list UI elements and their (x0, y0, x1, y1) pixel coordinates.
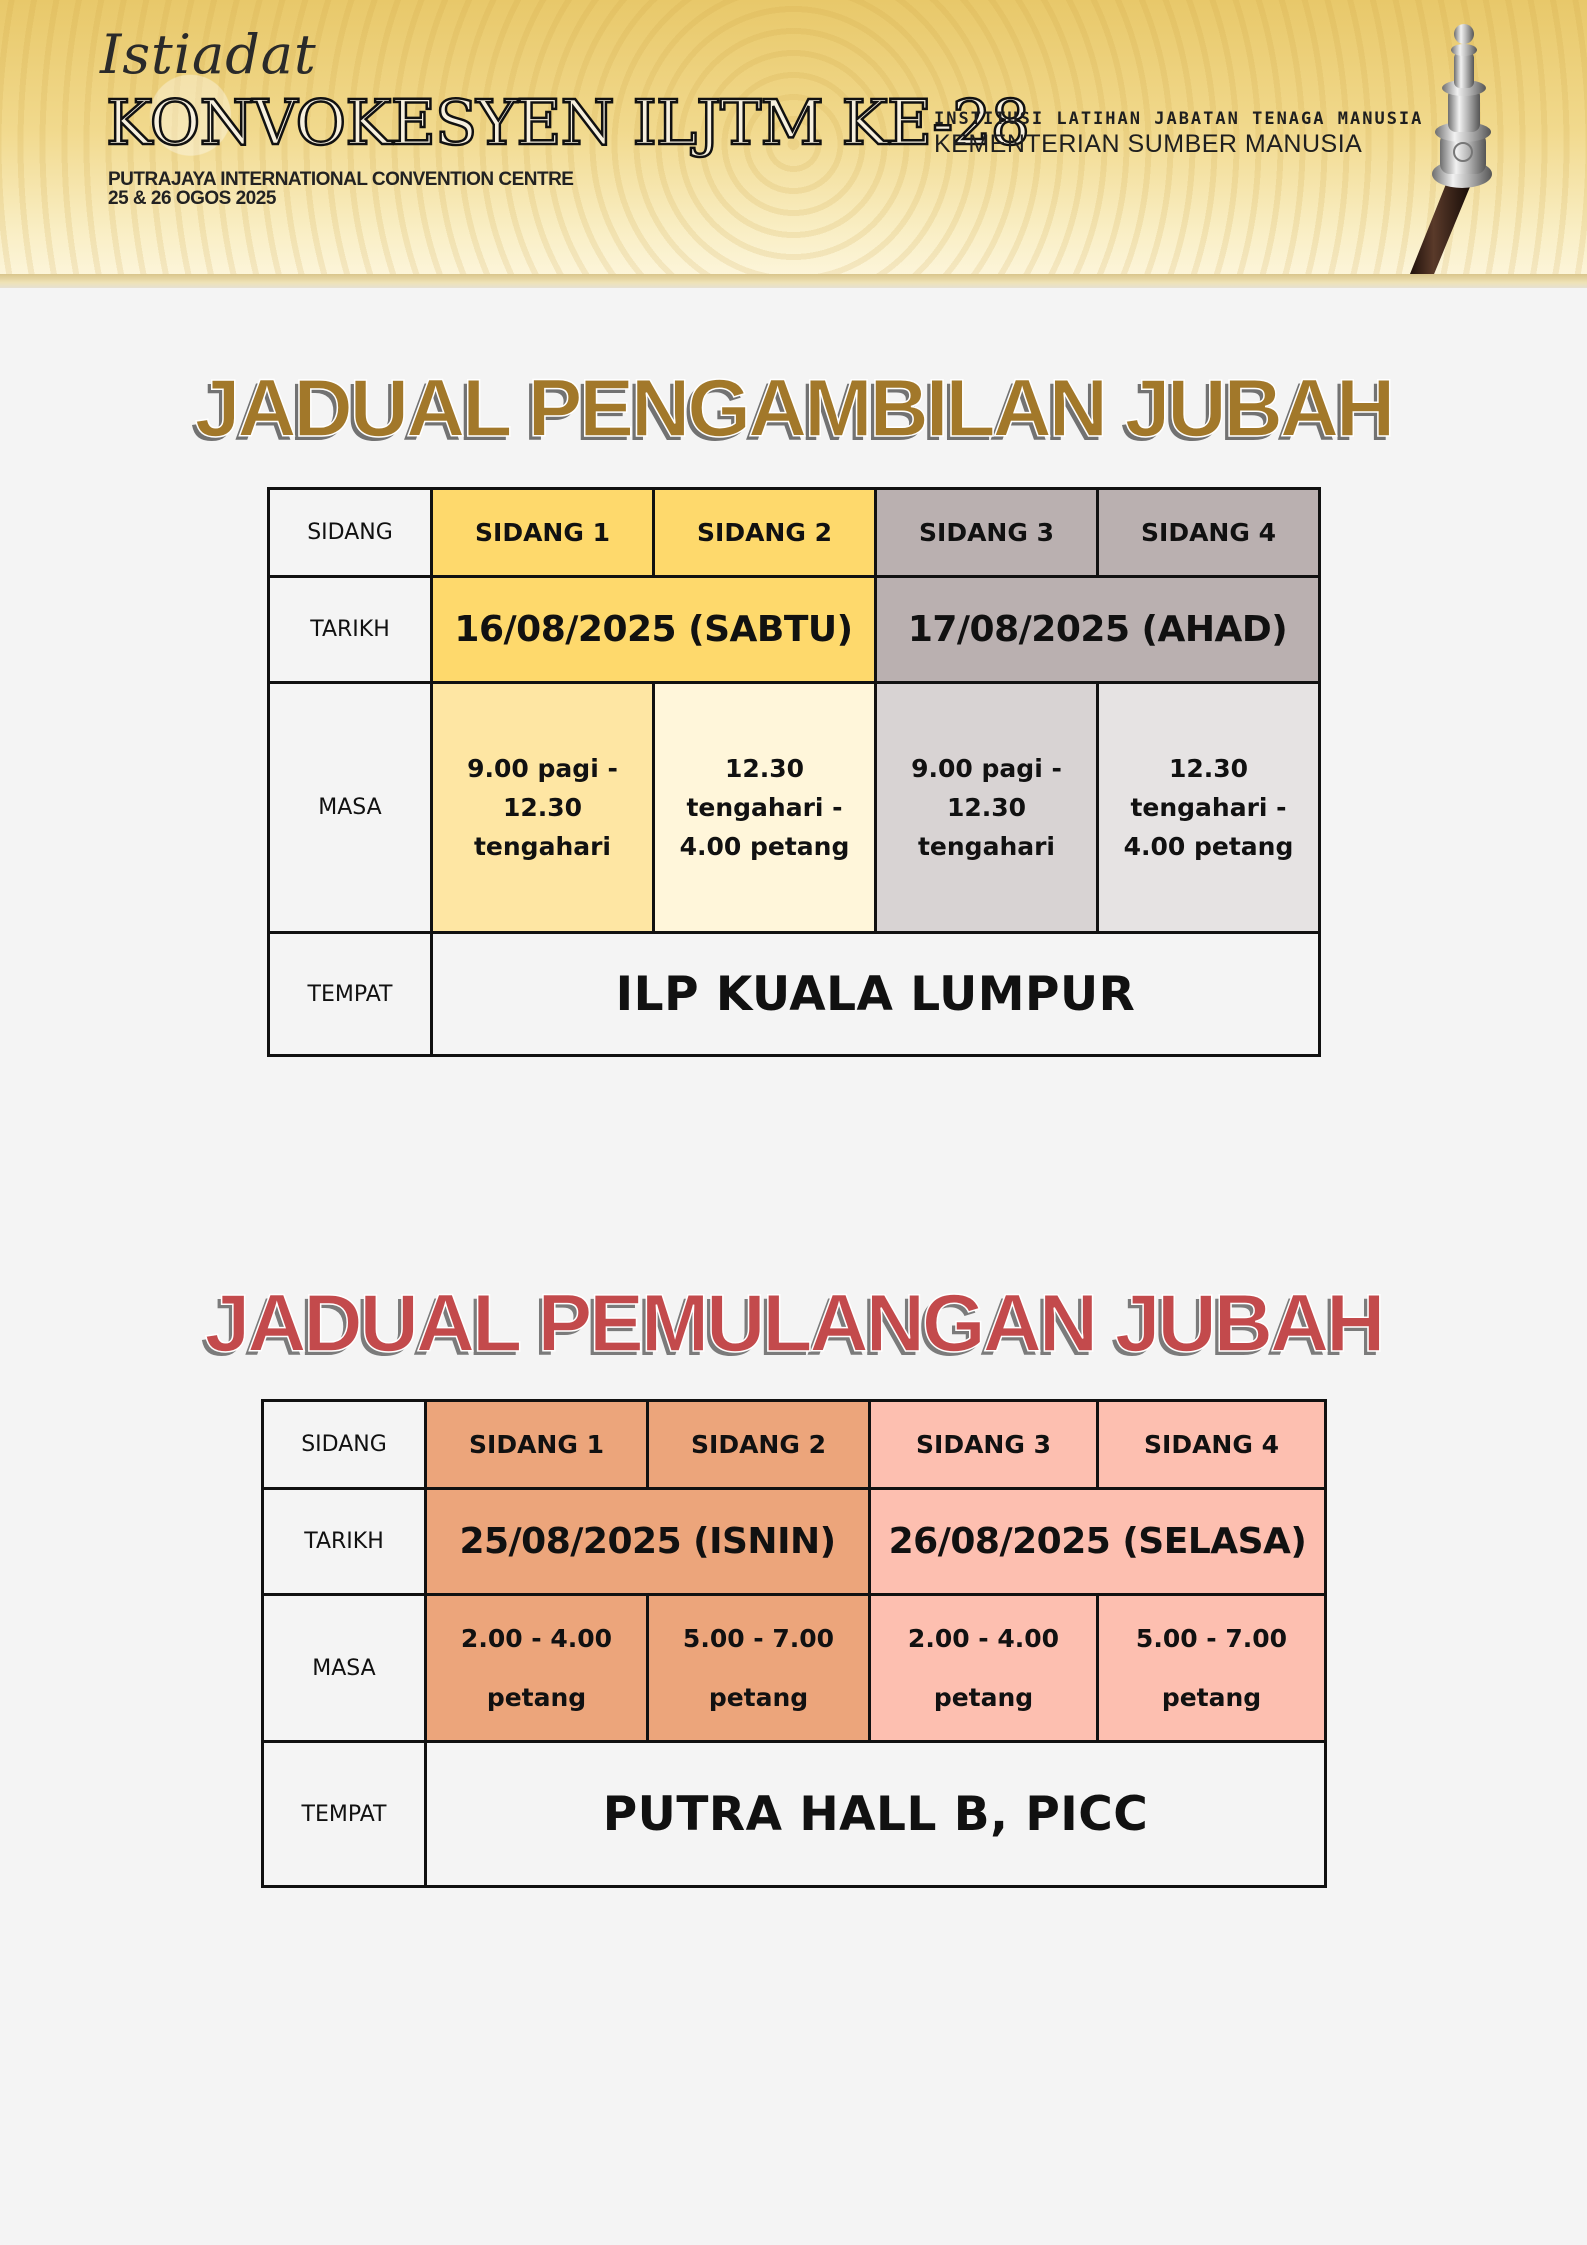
venue-name: PUTRAJAYA INTERNATIONAL CONVENTION CENTRE (108, 169, 574, 190)
time-line: petang (708, 1683, 809, 1712)
time-line: petang (1161, 1683, 1262, 1712)
time-line: 4.00 petang (1123, 832, 1294, 861)
session-1-cell: SIDANG 1 (426, 1401, 648, 1489)
time-line: tengahari (917, 832, 1056, 861)
row-label-session: SIDANG (269, 489, 432, 577)
time-session-3-cell (876, 683, 1098, 933)
table-row (263, 1742, 1326, 1887)
ceremonial-mace-icon (1360, 14, 1510, 279)
banner-main-title: KONVOKESYEN ILJTM KE-28 (106, 86, 1030, 159)
row-label-place: TEMPAT (269, 933, 432, 1056)
session-1-cell: SIDANG 1 (432, 489, 654, 577)
session-4-cell: SIDANG 4 (1098, 1401, 1326, 1489)
collection-schedule-table (267, 487, 1321, 1057)
time-line: 9.00 pagi - (467, 754, 618, 783)
return-schedule-table (261, 1399, 1327, 1888)
table-row (263, 1489, 1326, 1595)
time-session-1-cell (432, 683, 654, 933)
row-label-date: TARIKH (269, 577, 432, 683)
ministry-name: KEMENTERIAN SUMBER MANUSIA (934, 130, 1363, 158)
time-line: 5.00 - 7.00 (1135, 1624, 1288, 1653)
table-row (269, 577, 1320, 683)
session-3-cell: SIDANG 3 (870, 1401, 1098, 1489)
time-line: tengahari (473, 832, 612, 861)
time-line: 4.00 petang (679, 832, 850, 861)
convocation-banner (0, 0, 1587, 288)
session-2-cell: SIDANG 2 (654, 489, 876, 577)
time-line: 12.30 (724, 754, 805, 783)
institution-block (934, 111, 1423, 157)
row-label-place: TEMPAT (263, 1742, 426, 1887)
time-session-2-cell (654, 683, 876, 933)
time-line: 9.00 pagi - (911, 754, 1062, 783)
table-row (269, 489, 1320, 577)
time-line: 12.30 (946, 793, 1027, 822)
row-label-time: MASA (269, 683, 432, 933)
return-schedule-title: JADUAL PEMULANGAN JUBAH (204, 1278, 1383, 1369)
table-row (269, 683, 1320, 933)
time-session-4-cell (1098, 683, 1320, 933)
session-2-cell: SIDANG 2 (648, 1401, 870, 1489)
institution-name: INSTITUSI LATIHAN JABATAN TENAGA MANUSIA (934, 109, 1424, 129)
session-3-cell: SIDANG 3 (876, 489, 1098, 577)
time-line: 12.30 (1168, 754, 1249, 783)
time-session-3-cell (870, 1595, 1098, 1742)
time-line: tengahari - (1130, 793, 1287, 822)
venue-block (108, 170, 573, 208)
time-line: 5.00 - 7.00 (682, 1624, 835, 1653)
collection-schedule-title: JADUAL PENGAMBILAN JUBAH (194, 363, 1393, 454)
date-day-1-cell: 25/08/2025 (ISNIN) (426, 1489, 870, 1595)
place-cell: ILP KUALA LUMPUR (432, 933, 1320, 1056)
event-dates: 25 & 26 OGOS 2025 (108, 188, 276, 209)
row-label-date: TARIKH (263, 1489, 426, 1595)
date-day-1-cell: 16/08/2025 (SABTU) (432, 577, 876, 683)
time-session-4-cell (1098, 1595, 1326, 1742)
date-day-2-cell: 17/08/2025 (AHAD) (876, 577, 1320, 683)
banner-script-title: Istiadat (100, 23, 317, 86)
time-line: petang (933, 1683, 1034, 1712)
time-line: 12.30 (502, 793, 583, 822)
time-session-1-cell (426, 1595, 648, 1742)
banner-divider (0, 274, 1587, 288)
time-line: tengahari - (686, 793, 843, 822)
place-cell: PUTRA HALL B, PICC (426, 1742, 1326, 1887)
session-4-cell: SIDANG 4 (1098, 489, 1320, 577)
date-day-2-cell: 26/08/2025 (SELASA) (870, 1489, 1326, 1595)
table-row (269, 933, 1320, 1056)
table-row (263, 1401, 1326, 1489)
time-line: petang (486, 1683, 587, 1712)
time-line: 2.00 - 4.00 (907, 1624, 1060, 1653)
row-label-session: SIDANG (263, 1401, 426, 1489)
row-label-time: MASA (263, 1595, 426, 1742)
table-row (263, 1595, 1326, 1742)
time-session-2-cell (648, 1595, 870, 1742)
time-line: 2.00 - 4.00 (460, 1624, 613, 1653)
